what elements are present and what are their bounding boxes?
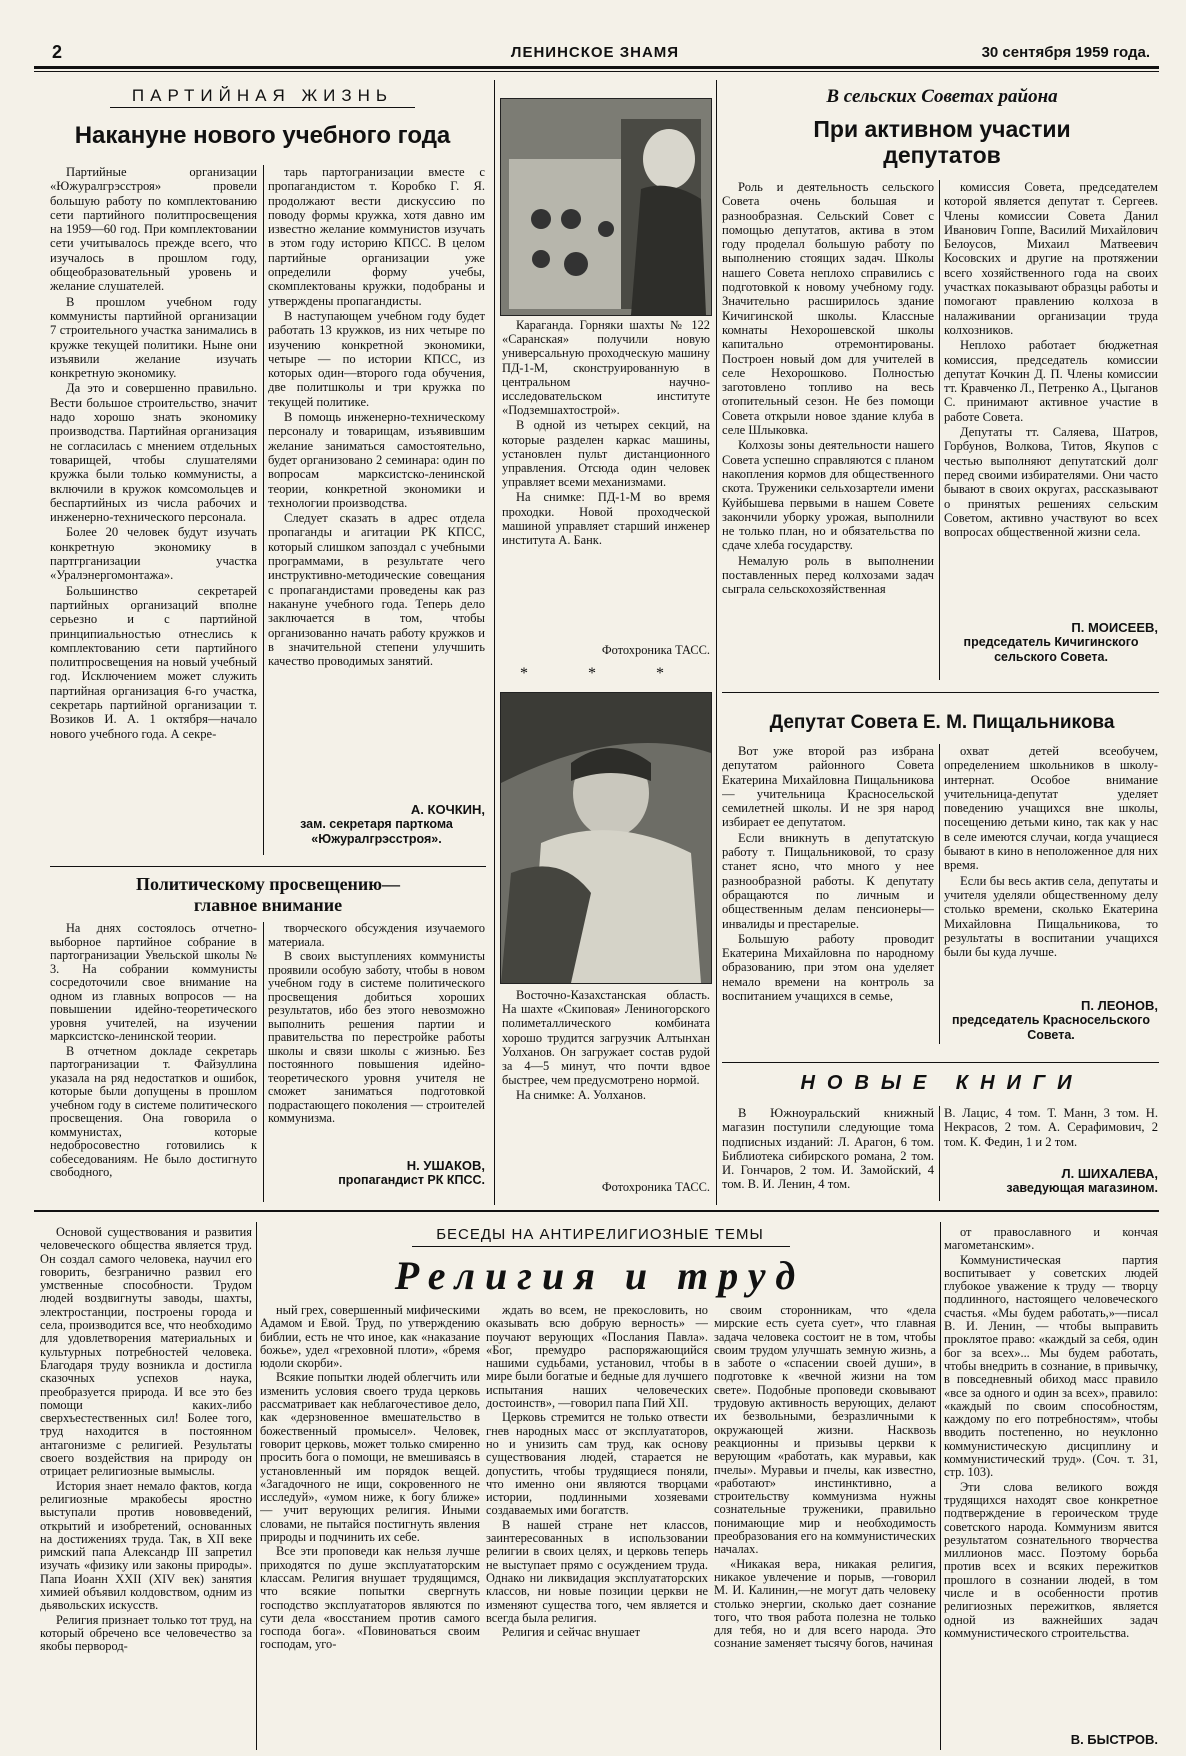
paragraph: тарь партогранизации вместе с пропагандистом т. Коробко Г. Я. продолжают вести дискуссию по поводу формы кружка, хотя давно им известно желание коммунистов изучать в этом году историю КПСС. В целом партийные организации уже определили форму учебы, скомплектованы кружки, подобраны и утверждены пропагандисты.	[268, 165, 485, 308]
article-column	[944, 1226, 1158, 1731]
column-divider	[940, 1222, 941, 1750]
signature-title: председатель Кичигинского	[963, 635, 1139, 649]
title-line: При активном участии	[813, 116, 1071, 142]
paragraph: Большинство секретарей партийных организаций вполне серьезно и с партийной принципиальностью отнеслись к комплектованию сети партийного политпросвещения на новый учебный год. Исключением может служить партийная организация 6-го участка, секретарь партийной организации т. Возиков И. А. 1 октября—начало нового учебного года. А секре-	[50, 583, 257, 741]
rural-soviets-rubric: В сельских Советах района	[826, 86, 1058, 107]
article-title: Религия и труд	[394, 1253, 806, 1298]
paragraph: В прошлом учебном году коммунисты партийной организации 7 строительного участка занимались в кружке текущей политики. Ныне они изъявили желание изучать конкретную экономику.	[50, 294, 257, 381]
signature	[944, 998, 1158, 1043]
signature	[944, 620, 1158, 665]
title-line: Политическому просвещению—	[135, 874, 401, 894]
paragraph: В наступающем учебном году будет работать 13 кружков, из них четыре по изучению конкретной экономики, четыре — по истории КПСС, из которых один—второго года обучения, две политшколы и три кружка по текущей политике.	[268, 308, 485, 409]
paragraph: Если бы весь актив села, депутаты и учителя уделяли общественному делу столько времени, сколько Екатерина Михайловна Пищальникова, то результаты в воспитании учащихся были бы куда лучше.	[944, 873, 1158, 960]
caption-paragraph: Восточно-Казахстанская область. На шахте «Скиповая» Лениногорского полиметаллического комбината хорошо трудится загрузчик Алтынхан Уолханов. Он загружает состав рудой за 4—5 минут, что почти вдвое быстрее, чем предусмотрено нормой.	[502, 988, 710, 1088]
paragraph: от православного и кончая магометанским».	[944, 1226, 1158, 1253]
anti-religion-rubric: БЕСЕДЫ НА АНТИРЕЛИГИОЗНЫЕ ТЕМЫ	[436, 1226, 764, 1243]
article-column	[944, 180, 1158, 620]
column-divider	[263, 922, 264, 1202]
paper-title: ЛЕНИНСКОЕ ЗНАМЯ	[510, 44, 680, 61]
caption-paragraph: Караганда. Горняки шахты № 122 «Саранская» получили новую универсальную проходческую машину ПД-1-М, сконструированную в центральном научно-исследовательском институте «Подземшахтострой».	[502, 318, 710, 418]
article-column	[714, 1304, 936, 1748]
paragraph: Большую работу проводит Екатерина Михайловна по народному образованию, при этом она уделяет немало времени на контроль за воспитанием учащихся в семье,	[722, 931, 934, 1004]
signature-name: А. КОЧКИН,	[410, 802, 485, 817]
article-column	[40, 1226, 252, 1748]
paragraph: Да это и совершенно правильно. Вести большое строительство, значит надо хорошо знать экономику производства. Партийная организация не согласилась с мнением отдельных товарищей, чтобы слушателями кружка были только коммунисты, а включили в кружок комсомольцев и беспартийных из числа рабочих и инженерно-технического персонала.	[50, 381, 257, 525]
photo-caption	[502, 318, 710, 638]
mining-machine-illustration	[501, 99, 711, 315]
paragraph: ный грех, совершенный мифическими Адамом и Евой. Труд, по утверждению библии, есть не что иное, как «наказание божье», удел «греховной плоти», «бремя юдоли скорби».	[260, 1304, 480, 1371]
rubric-underline	[412, 1246, 790, 1247]
paragraph: своим сторонникам, что «дела мирские есть суета сует», что главная задача человека состоит не в том, чтобы своим трудом улучшать земную жизнь, а в заботе о «спасении своей души», в подготовке к «вечной жизни на том свете». Подобные проповеди сковывают трудовую активность верующих, делают их безвольными, безразличными к окружающей жизни. Насквозь реакционны и призывы церкви к верующим «работать, как муравьи, как пчелы». Муравьи и пчелы, как известно, «работают» инстинктивно, а строительству коммунизма нужны сознательные труженики, правильно понимающие мир и необходимость преобразования его на коммунистических началах.	[714, 1304, 936, 1557]
masthead-rule-thin	[34, 71, 1159, 72]
signature-name: В. БЫСТРОВ.	[1070, 1732, 1158, 1747]
paragraph: ждать во всем, не прекословить, но оказывать всю добрую верность» — поучают верующих «Послания Павла». «Бог, премудро распоряжающийся нашими судьбами, установил, чтобы в мире были богатые и бедные для лучшего испытания наших человеческих достоинств», —говорил папа Пий XII.	[486, 1304, 708, 1411]
signature-title: зам. секретаря парткома «Южуралгрэсстроя».	[300, 817, 453, 846]
books-column: В Южноуральский книжный магазин поступили следующие тома подписных изданий: Л. Арагон, 6 том. Библиотека сибирского романа, 2 том. И. Гончаров, 2 том. И. Замойский, 4 том. В. И. Ленин, 4 том.	[722, 1106, 934, 1192]
signature-title: пропагандист РК КПСС.	[338, 1173, 485, 1187]
section-divider	[494, 80, 495, 1205]
article-title	[50, 874, 486, 916]
masthead-rule	[34, 66, 1159, 69]
paragraph: творческого обсуждения изучаемого материала.	[268, 922, 485, 949]
article-column	[50, 165, 257, 860]
page-number: 2	[52, 42, 63, 62]
paragraph: охват детей всеобучем, определением школьников в школу-интернат. Особое внимание учительница-депутат уделяет поведению учащихся вне школы, посещению детьми кино, так как у нас в селе имеются случаи, когда учащиеся бывают в кино в неположенное для них время.	[944, 744, 1158, 873]
paragraph: Религия и сейчас внушает	[502, 1625, 641, 1640]
article-column	[50, 922, 257, 1202]
article-separator	[722, 692, 1159, 693]
paragraph: Депутаты тт. Саляева, Шатров, Горбунов, Волкова, Титов, Якупов с честью выполняют депутатский долг перед своими избирателями. Они часто бывают в своих округах, рассказывают о принятых решениях сельским Советом, активно участвуют во всех вопросах общественной жизни села.	[944, 425, 1158, 540]
signature-title: председатель Красносельского Совета.	[952, 1013, 1150, 1042]
paragraph: Более 20 человек будут изучать конкретную экономику в партгрганизации участка «Уралэнергомонтажа».	[50, 525, 257, 583]
signature-name: Н. УШАКОВ,	[406, 1158, 485, 1173]
paragraph: Если вникнуть в депутатскую работу т. Пищальниковой, то сразу станет ясно, что много у нее разнообразной работы. К депутату обращаются по личным и общественным делам пенсионеры—инвалиды и престарелые.	[722, 830, 934, 931]
paragraph: В отчетном докладе секретарь партогранизации т. Файзуллина указала на ряд недостатков и ошибок, которые были допущены в прошлом учебном году в системе политического просвещения. Она говорила о коммунистах, которые недобросовестно готовились к собеседованиям. Не было достигнуто свободного,	[50, 1043, 257, 1179]
signature-name: П. МОИСЕЕВ,	[1071, 620, 1158, 635]
signature	[268, 1158, 485, 1188]
new-books-title: НОВЫЕ КНИГИ	[800, 1072, 1084, 1094]
caption-paragraph: На снимке: ПД-1-М во время проходки. Новой проходческой машиной управляет старший инженер института А. Банк.	[502, 490, 710, 548]
column-divider	[939, 1106, 940, 1201]
paragraph: В нашей стране нет классов, заинтересованных в использовании религии в своих целях, и церковь теперь не выступает прямо с осуждением труда. Однако ни ликвидация эксплуататорских классов, ни новые позиции церкви не изменяют существа того, чем является и всегда была религия.	[486, 1517, 708, 1625]
worker-illustration	[501, 693, 711, 983]
article-column	[486, 1304, 708, 1748]
signature-name: Л. ШИХАЛЕВА,	[1061, 1166, 1158, 1181]
column-divider	[939, 744, 940, 1044]
signature-title: сельского Совета.	[994, 650, 1108, 664]
paragraph: Неплохо работает бюджетная комиссия, председатель комиссии депутат Кочкин Д. П. Члены комиссии тт. Кравченко Л., Петренко А., Цыганов С. принимают активное участие в работе Совета.	[944, 338, 1158, 424]
photo-caption	[502, 988, 710, 1158]
worker-photo	[500, 692, 712, 984]
article-title: Накануне нового учебного года	[74, 122, 451, 149]
party-life-rubric: ПАРТИЙНАЯ ЖИЗНЬ	[131, 86, 394, 105]
article-separator	[722, 1062, 1159, 1063]
paragraph: Основой существования и развития человеческого общества является труд. Он создал самого человека, научил его говорить, безгранично развил его умственные способности. Трудом людей воздвигнуты заводы, шахты, электростанции, построены города и села, производится все, что необходимо для удовлетворения материальных и культурных потребностей человека. Благодаря труду возникла и достигла сказочных успехов наука, преобразуется природа. И все это без помощи каких-либо сверхъестественных сил! Более того, труд находится в постоянном антагонизме с религией. Результаты своего воздействия на природу он отрицает религиозные вымыслы.	[40, 1226, 252, 1479]
paragraph: На днях состоялось отчетно-выборное партийное собрание в партогранизации Увельской школы № 3. На собрании коммунисты сосредоточили свое внимание на одном из главных вопросов — на повышении идейно-теоретического уровня учителей, на изучении марксистско-ленинской теории.	[50, 922, 257, 1043]
column-divider	[939, 180, 940, 680]
photo-source: Фотохроника ТАСС.	[601, 643, 710, 657]
paragraph: Коммунистическая партия воспитывает у советских людей глубокое уважение к труду — творцу подлинного, настоящего человеческого счастья. «Мы будем работать,»—писал В. И. Ленин, — чтобы выправить проклятое право: «каждый за себя, один бог за всех»... Мы будем работать, чтобы внедрить в сознание, в привычку, в повседневный обиход масс правило «все за одного и один за всех», правило: «каждый по своим способностям, каждому по его потребностям», чтобы вводить постепенно, но неуклонно коммунистическую дисциплину и коммунистический труд». (Соч. т. 31, стр. 103).	[944, 1252, 1158, 1480]
article-column	[722, 744, 934, 1044]
mining-machine-photo	[500, 98, 712, 316]
paragraph: комиссия Совета, председателем которой является депутат т. Сергеев. Члены комиссии Совета Данил Иванович Гоппе, Василий Михайлович Белоусов, Михаил Матвеевич Косовских и другие на протяжении всего хозяйственного года на своих участках показывают образцы работы и помогают правлению колхоза в налаживании организации труда колхозников.	[944, 180, 1158, 337]
paragraph: «Никакая вера, никакая религия, никакое увлечение и порыв, —говорил М. И. Калинин,—не могут дать человеку столько энергии, сколько дает сознание того, что твоя работа полезна не только для тебя, но и для всего народа. Это сознание заменяет тысячу богов, начиная	[714, 1556, 936, 1651]
paragraph: Всякие попытки людей облегчить или изменить условия своего труда церковь рассматривает как неблагочестивое дело, как «дерзновенное вмешательство в божественный промысел». Человек, говорит церковь, может только смиренно просить бога о помощи, не вмешиваясь в установленный им порядок вещей. «Загадочного не ищи, сокровенного не исследуй», «умом ниже, к богу ближе» — учит верующих религия. Иными словами, не пытайся постигнуть явления природы и подчинить их себе.	[260, 1370, 480, 1545]
column-divider	[256, 1222, 257, 1750]
signature	[268, 802, 485, 847]
photo-source: Фотохроника ТАСС.	[601, 1180, 710, 1194]
paragraph: Все эти проповеди как нельзя лучше приходятся по душе эксплуататорским классам. Религия внушает трудящимся, что всякие попытки свергнуть господство эксплуататоров являются по сути дела «восстанием против самого господа бога». «Повиноваться своим господам, уго-	[260, 1544, 480, 1652]
paragraph: История знает немало фактов, когда религиозные мракобесы яростно выступали против нововведений, открытий и изобретений, основанных на достижениях труда. Так, в XII веке римский папа Александр III запретил изучать «физику или законы природы». Папа Иоанн XXII (XIV век) занятия химией объявил колдовством, одним из дьявольских искусств.	[40, 1478, 252, 1613]
caption-paragraph: На снимке: А. Уолханов.	[516, 1088, 646, 1103]
article-column	[722, 180, 934, 685]
rubric-underline	[110, 107, 415, 108]
issue-date: 30 сентября 1959 года.	[981, 44, 1150, 61]
paragraph: Партийные организации «Южуралгрэсстроя» провели большую работу по комплектованию сети партийного политпросвещения на 1959—60 год. При комплектовании сети учитывалось прежде всего, что изучалось в прошлом году, общеобразовательный уровень и желание слушателей.	[50, 165, 257, 294]
signature-title: заведующая магазином.	[1006, 1181, 1158, 1195]
paragraph: Эти слова великого вождя трудящихся находят свое конкретное подтверждение в героическом труде советского народа. Коммунизм явится результатом сознательного творчества миллионов масс. Поэтому борьба против всех и всяких пережитков прошлого в сознании людей, в том числе и в особенности против религиозных пережитков, является одной из важнейших задач коммунистического строительства.	[944, 1479, 1158, 1640]
paragraph: Немалую роль в выполнении поставленных перед колхозами задач сыграла сельскохозяйственная	[722, 553, 934, 597]
signature	[944, 1732, 1158, 1747]
article-column	[268, 922, 485, 1137]
article-title: Депутат Совета Е. М. Пищальникова	[769, 712, 1115, 733]
caption-paragraph: В одной из четырех секций, на которые разделен каркас машины, установлен пульт дистанционного управления. Отсюда один человек управляет всеми механизмами.	[502, 418, 710, 490]
section-rule	[34, 1210, 1159, 1212]
article-column	[944, 744, 1158, 994]
paragraph: В своих выступлениях коммунисты проявили особую заботу, чтобы в новом учебном году в системе политического просвещения добиться хороших результатов, ибо без этого невозможно выполнить решения партии и правительства по перестройке работы школы и связи школы с жизнью. Без постоянного повышения идейно-теоретического уровня учителя не сможет заниматься подготовкой подрастающего поколения — строителей коммунизма.	[268, 949, 485, 1125]
books-column: В. Лацис, 4 том. Т. Манн, 3 том. Н. Некрасов, 2 том. А. Серафимович, 2 том. К. Федин, 1 и 2 том.	[944, 1106, 1158, 1149]
paragraph: Религия признает только тот труд, на который обречено все человечество за якобы первород-	[40, 1612, 252, 1654]
signature-name: П. ЛЕОНОВ,	[1081, 998, 1158, 1013]
section-divider	[716, 80, 717, 1205]
column-divider	[263, 165, 264, 855]
paragraph: В помощь инженерно-техническому персоналу и товарищам, изъявившим желание заниматься самостоятельно, будет организовано 2 семинара: один по вопросам марксистско-ленинской теории, конкретной экономики и технологии производства.	[268, 410, 485, 510]
paragraph: Роль и деятельность сельского Совета очень большая и разнообразная. Сельский Совет с помощью депутатов, актива в этом году проделал большую работу по выполнению стоящих задач. Школы нашего Совета неплохо справились с подготовкой к новому учебному году. Значительно расширилось здание Кичигинской школы. Классные комнаты Нехорошевской школы капитально отремонтированы. Построен новый дом для учителей в селе Нехорошково. Полностью заготовлено топливо на весь отопительный сезон. Не без помощи Совета открыли новое здание клуба в селе Шлыковка.	[722, 180, 934, 438]
title-line: главное внимание	[193, 895, 343, 915]
paragraph: Колхозы зоны деятельности нашего Совета успешно справляются с планом накопления кормов для общественного скота. Труженики сельхозартели имени Куйбышева первыми в нашем Совете закончили уборку урожая, выполнили не только план, но и обязательства по сдаче хлеба государству.	[722, 438, 934, 553]
article-column	[268, 165, 485, 785]
separator-stars: * * *	[520, 665, 692, 682]
paragraph: Вот уже второй раз избрана депутатом районного Совета Екатерина Михайловна Пищальникова — учительница Красносельской семилетней школы. И не зря народ избирает ее депутатом.	[722, 744, 934, 830]
article-separator	[50, 866, 486, 867]
title-line: депутатов	[883, 142, 1001, 168]
paragraph: Следует сказать в адрес отдела пропаганды и агитации РК КПСС, который слишком запоздал с учебными программами, в результате чего инструктивно-методические совещания с пропагандистами проведены как раз накануне учебного года. Теперь дело заключается в том, чтобы организованно начать работу кружков и в значительной степени улучшить качество проводимых занятий.	[268, 511, 485, 669]
article-title	[722, 116, 1162, 168]
signature	[944, 1166, 1158, 1196]
article-column	[260, 1304, 480, 1748]
paragraph: Церковь стремится не только отвести гнев народных масс от эксплуататоров, но и унизить сам труд, как основу существования людей, старается не допустить, чтобы трудящиеся поняли, что именно они являются творцами истории, подлинными хозяевами создаваемых ими богатств.	[486, 1410, 708, 1518]
